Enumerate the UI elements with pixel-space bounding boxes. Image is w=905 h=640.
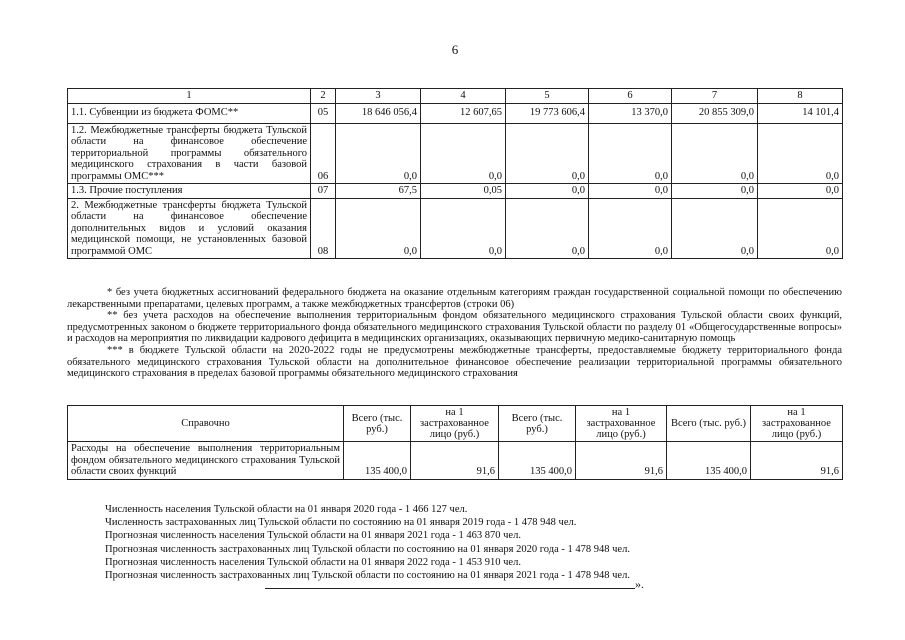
row-code: 06 <box>311 123 336 184</box>
row-value: 0,0 <box>589 123 672 184</box>
row-name: 2. Межбюджетные трансферты бюджета Тульской области на финансовое обеспечение дополнительных видов и условий оказания медицинской помощи, не установленных базовой программой ОМС <box>68 198 311 259</box>
row-value: 0,0 <box>672 198 758 259</box>
row-value: 0,0 <box>421 123 506 184</box>
footnote-2: ** без учета расходов на обеспечение выполнения территориальным фондом обязательного медицинского страхования Тульской области своих функций, предусмотренных законом о бюджете территориального фонда обязательного медицинского страхования Тульской области по разделу 01 «Общегосударственные вопросы» и расходов на мероприятия по ликвидации кадрового дефицита в медицинских организациях, оказывающих первичную медико-санитарную помощь <box>67 310 842 345</box>
closing-quote-mark: ». <box>635 577 644 591</box>
header-cell: 3 <box>336 89 421 104</box>
funding-table <box>67 88 843 259</box>
row-value: 19 773 606,4 <box>506 103 589 123</box>
row-value: 20 855 309,0 <box>672 103 758 123</box>
population-info <box>105 503 630 582</box>
table-header-row <box>68 89 843 104</box>
population-line: Численность населения Тульской области на 01 января 2020 года - 1 466 127 чел. <box>105 504 468 515</box>
row-value: 0,0 <box>758 123 843 184</box>
row-value: 14 101,4 <box>758 103 843 123</box>
population-line: Прогнозная численность застрахованных лиц Тульской области по состоянию на 01 января 2020 года - 1 478 948 чел. <box>105 543 630 555</box>
header-per-person: на 1 застрахованное лицо (руб.) <box>411 406 499 442</box>
row-value: 0,0 <box>506 123 589 184</box>
row-value: 0,0 <box>336 198 421 259</box>
row-value: 67,5 <box>336 184 421 199</box>
row-value: 12 607,65 <box>421 103 506 123</box>
header-total: Всего (тыс. руб.) <box>499 406 576 442</box>
header-cell: 7 <box>672 89 758 104</box>
header-cell: 4 <box>421 89 506 104</box>
row-value: 0,0 <box>506 198 589 259</box>
table-row <box>68 442 843 480</box>
row-value: 0,05 <box>421 184 506 199</box>
row-value: 18 646 056,4 <box>336 103 421 123</box>
footnotes <box>67 287 842 380</box>
row-code: 08 <box>311 198 336 259</box>
row-value: 135 400,0 <box>499 442 576 480</box>
population-line: Численность застрахованных лиц Тульской области по состоянию на 01 января 2019 года - 1 478 948 чел. <box>105 517 577 529</box>
header-cell: 6 <box>589 89 672 104</box>
header-label: Справочно <box>68 406 344 442</box>
row-code: 05 <box>311 103 336 123</box>
table-row <box>68 103 843 123</box>
row-value: 0,0 <box>758 198 843 259</box>
closing-line <box>265 578 635 589</box>
header-per-person: на 1 застрахованное лицо (руб.) <box>576 406 667 442</box>
population-line: Прогнозная численность населения Тульской области на 01 января 2022 года - 1 453 910 чел. <box>105 556 521 568</box>
header-total: Всего (тыс. руб.) <box>344 406 411 442</box>
table-row <box>68 123 843 184</box>
table-row <box>68 198 843 259</box>
population-line: Прогнозная численность застрахованных лиц Тульской области по состоянию на 01 января 2021 года - 1 478 948 чел. <box>105 570 630 582</box>
row-name: 1.2. Межбюджетные трансферты бюджета Тульской области на финансовое обеспечение территориальной программы обязательного медицинского страхования в части базовой программы ОМС*** <box>68 123 311 184</box>
row-value: 0,0 <box>421 198 506 259</box>
row-name: 1.3. Прочие поступления <box>68 184 311 199</box>
row-value: 0,0 <box>672 184 758 199</box>
header-cell: 1 <box>68 89 311 104</box>
row-name: Расходы на обеспечение выполнения территориальным фондом обязательного медицинского страхования Тульской области своих функций <box>68 442 344 480</box>
footnote-1: * без учета бюджетных ассигнований федерального бюджета на оказание отдельным категориям граждан государственной социальной помощи по обеспечению лекарственными препаратами, целевых программ, а также межбюджетных трансфертов (строки 06) <box>67 287 842 310</box>
header-total: Всего (тыс. руб.) <box>667 406 751 442</box>
row-name: 1.1. Субвенции из бюджета ФОМС** <box>68 103 311 123</box>
population-line: Прогнозная численность населения Тульской области на 01 января 2021 года - 1 463 870 чел. <box>105 530 521 542</box>
row-value: 0,0 <box>758 184 843 199</box>
row-value: 0,0 <box>672 123 758 184</box>
table-row <box>68 184 843 199</box>
header-per-person: на 1 застрахованное лицо (руб.) <box>751 406 843 442</box>
row-value: 0,0 <box>589 198 672 259</box>
row-value: 91,6 <box>576 442 667 480</box>
footnote-3: *** в бюджете Тульской области на 2020-2022 годы не предусмотрены межбюджетные трансферты, предоставляемые бюджету территориального фонда обязательного медицинского страхования Тульской области на дополнительное финансовое обеспечение реализации территориальной программы обязательного медицинского страхования в пределах базовой программы обязательного медицинского страхования <box>67 344 842 380</box>
page-number: 6 <box>451 42 459 57</box>
row-value: 0,0 <box>336 123 421 184</box>
row-value: 135 400,0 <box>344 442 411 480</box>
row-value: 0,0 <box>589 184 672 199</box>
row-code: 07 <box>311 184 336 199</box>
row-value: 135 400,0 <box>667 442 751 480</box>
row-value: 91,6 <box>411 442 499 480</box>
row-value: 0,0 <box>506 184 589 199</box>
header-cell: 5 <box>506 89 589 104</box>
reference-table <box>67 405 843 480</box>
table-header-row <box>68 406 843 442</box>
row-value: 91,6 <box>751 442 843 480</box>
row-value: 13 370,0 <box>589 103 672 123</box>
header-cell: 2 <box>311 89 336 104</box>
header-cell: 8 <box>758 89 843 104</box>
